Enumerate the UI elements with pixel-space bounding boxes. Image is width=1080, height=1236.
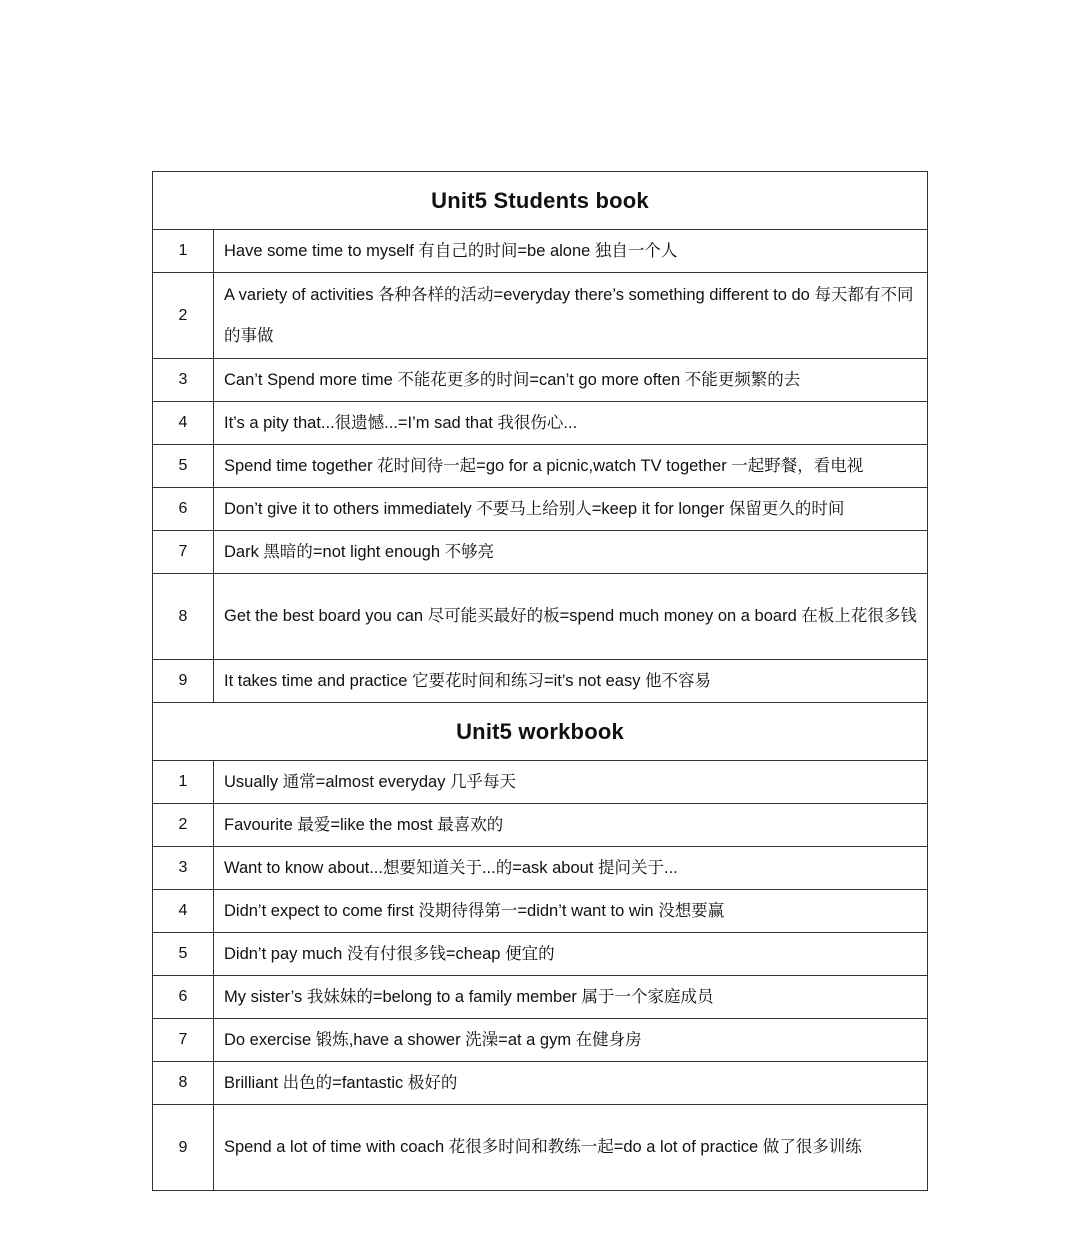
row-text: Do exercise 锻炼,have a shower 洗澡=at a gym 在健身房 [214, 1019, 928, 1062]
row-number: 8 [153, 1062, 214, 1105]
row-number: 3 [153, 359, 214, 402]
row-text: Don’t give it to others immediately 不要马上给别人=keep it for longer 保留更久的时间 [214, 488, 928, 531]
row-text: Have some time to myself 有自己的时间=be alone 独自一个人 [214, 230, 928, 273]
row-text: It’s a pity that...很遗憾...=I’m sad that 我很伤心... [214, 402, 928, 445]
table-row [153, 1105, 928, 1191]
section-header-students-book [153, 172, 928, 230]
row-number: 7 [153, 531, 214, 574]
row-number: 9 [153, 660, 214, 703]
row-number: 6 [153, 976, 214, 1019]
table-row [153, 531, 928, 574]
row-text: Didn’t pay much 没有付很多钱=cheap 便宜的 [214, 933, 928, 976]
row-text: Spend a lot of time with coach 花很多时间和教练一起=do a lot of practice 做了很多训练 [214, 1105, 928, 1191]
section-header-workbook [153, 703, 928, 761]
table-row [153, 761, 928, 804]
table-row [153, 933, 928, 976]
row-text: Didn’t expect to come first 没期待得第一=didn’t want to win 没想要赢 [214, 890, 928, 933]
row-number: 4 [153, 890, 214, 933]
table-row [153, 804, 928, 847]
table-row [153, 359, 928, 402]
row-text: Usually 通常=almost everyday 几乎每天 [214, 761, 928, 804]
row-number: 1 [153, 761, 214, 804]
table-row [153, 273, 928, 359]
row-number: 7 [153, 1019, 214, 1062]
row-number: 6 [153, 488, 214, 531]
section-title: Unit5 Students book [153, 172, 928, 230]
table-row [153, 402, 928, 445]
row-number: 3 [153, 847, 214, 890]
row-number: 9 [153, 1105, 214, 1191]
row-text: Get the best board you can 尽可能买最好的板=spend much money on a board 在板上花很多钱 [214, 574, 928, 660]
table-row [153, 230, 928, 273]
table-row [153, 660, 928, 703]
row-number: 5 [153, 933, 214, 976]
table-row [153, 847, 928, 890]
row-number: 2 [153, 273, 214, 359]
row-text: It takes time and practice 它要花时间和练习=it’s not easy 他不容易 [214, 660, 928, 703]
row-text: A variety of activities 各种各样的活动=everyday there’s something different to do 每天都有不同的事做 [214, 273, 928, 359]
section-title: Unit5 workbook [153, 703, 928, 761]
table-row [153, 574, 928, 660]
table-row [153, 445, 928, 488]
row-number: 4 [153, 402, 214, 445]
row-text: Favourite 最爱=like the most 最喜欢的 [214, 804, 928, 847]
row-number: 2 [153, 804, 214, 847]
row-text: Dark 黑暗的=not light enough 不够亮 [214, 531, 928, 574]
table-row [153, 890, 928, 933]
row-text: Can’t Spend more time 不能花更多的时间=can’t go more often 不能更频繁的去 [214, 359, 928, 402]
row-text: Spend time together 花时间待一起=go for a picnic,watch TV together 一起野餐，看电视 [214, 445, 928, 488]
row-number: 8 [153, 574, 214, 660]
row-number: 5 [153, 445, 214, 488]
table-row [153, 1019, 928, 1062]
row-text: My sister’s 我妹妹的=belong to a family member 属于一个家庭成员 [214, 976, 928, 1019]
row-text: Want to know about...想要知道关于...的=ask about 提问关于... [214, 847, 928, 890]
vocabulary-table [152, 171, 928, 1191]
table-row [153, 1062, 928, 1105]
row-number: 1 [153, 230, 214, 273]
row-text: Brilliant 出色的=fantastic 极好的 [214, 1062, 928, 1105]
table-row [153, 488, 928, 531]
table-row [153, 976, 928, 1019]
